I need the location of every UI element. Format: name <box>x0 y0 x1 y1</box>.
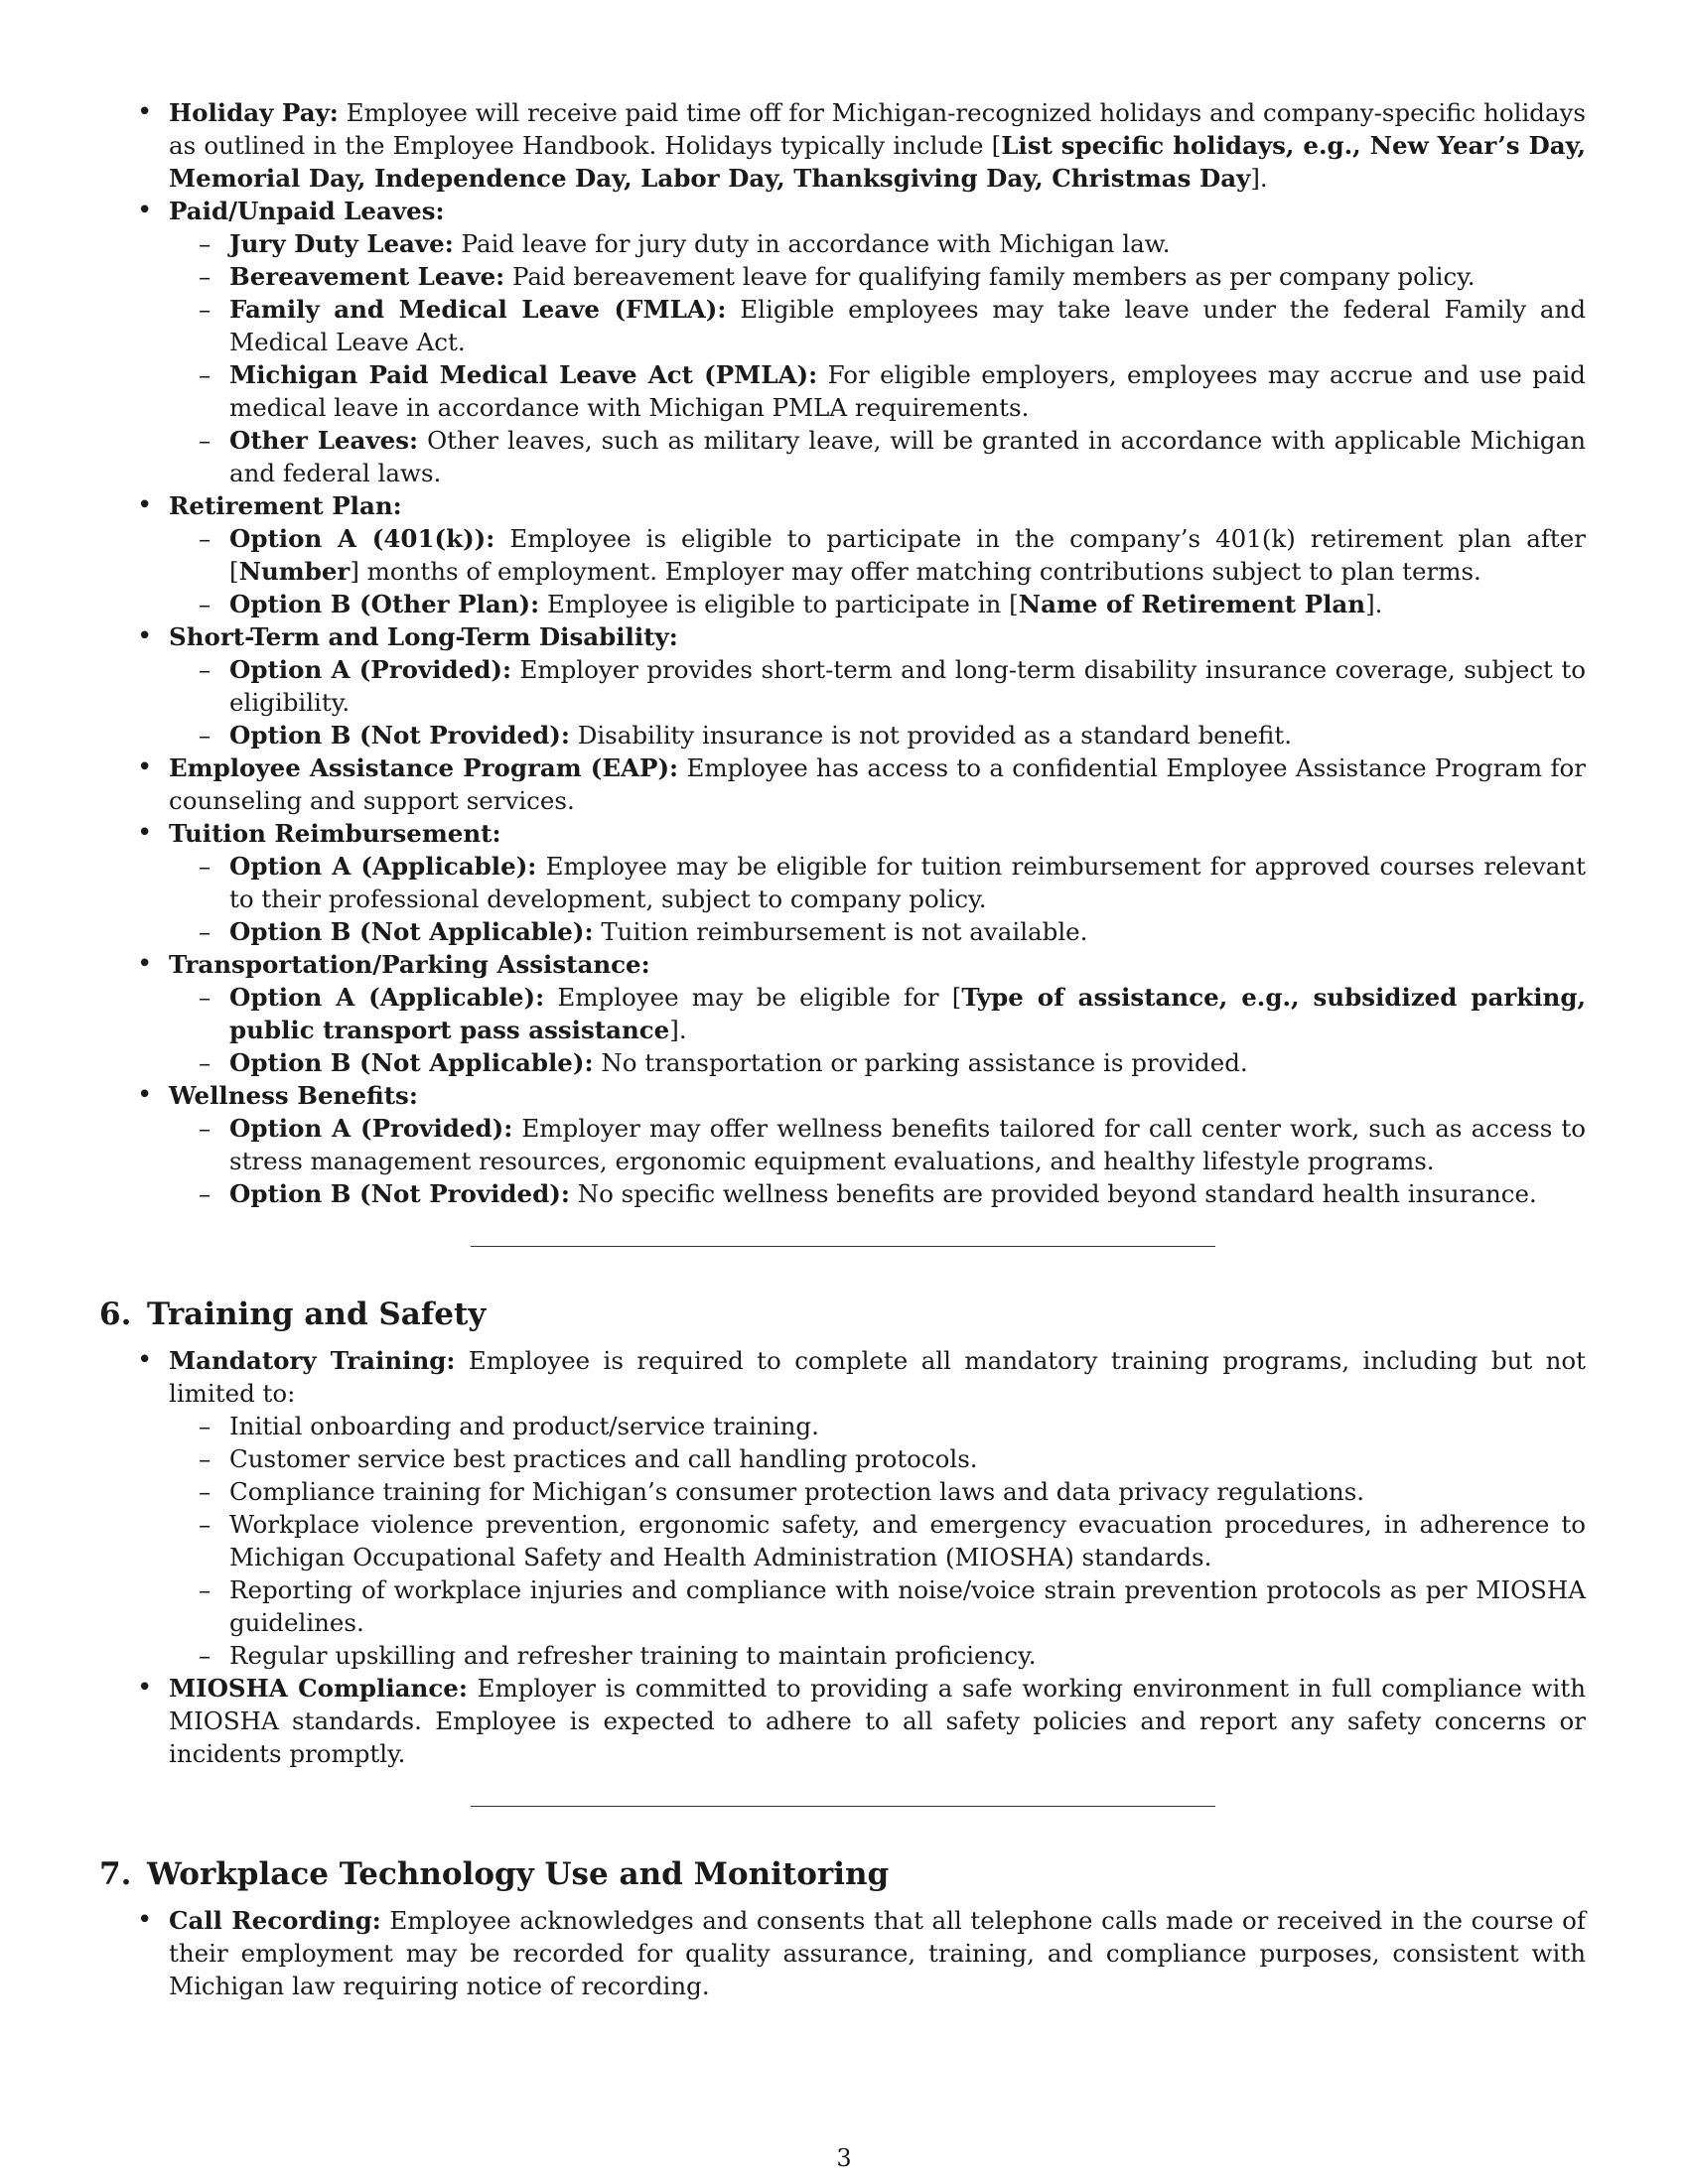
item-text: Employer is committed to providing a safe working environment in full compliance with MIOSHA standards. Employee is expected to adhere to all safety policies and report any safety concerns or incidents promptly. <box>169 1674 1586 1768</box>
page-number: 3 <box>836 2144 852 2172</box>
list-item <box>99 1904 1586 2002</box>
sub-list <box>169 1112 1586 1210</box>
item-label: Option A (Applicable): <box>229 852 537 881</box>
section-title: Workplace Technology Use and Monitoring <box>147 1856 890 1892</box>
item-label: Wellness Benefits: <box>169 1081 418 1110</box>
item-text: Employee has access to a confidential Employee Assistance Program for counseling and support services. <box>169 753 1586 815</box>
item-label: Tuition Reimbursement: <box>169 819 501 848</box>
section-number: 6. <box>99 1297 132 1332</box>
item-label: Retirement Plan: <box>169 491 402 520</box>
item-label: Employee Assistance Program (EAP): <box>169 753 679 782</box>
sub-list-item <box>169 1442 1586 1475</box>
item-label: Transportation/Parking Assistance: <box>169 950 650 979</box>
item-text: Employee is eligible to participate in the company’s 401(k) retirement plan after [ <box>229 524 1586 586</box>
item-label: Option A (Provided): <box>229 1114 513 1143</box>
list-item <box>99 1672 1586 1770</box>
list-item <box>99 948 1586 1079</box>
item-label: Mandatory Training: <box>169 1346 456 1375</box>
list-item <box>99 96 1586 195</box>
item-text: No specific wellness benefits are provided beyond standard health insurance. <box>577 1179 1537 1208</box>
placeholder-text: Type of assistance, e.g., subsidized parking, public transport pass assistance <box>229 983 1587 1044</box>
sub-list-item <box>169 981 1586 1046</box>
item-text: Eligible employees may take leave under the federal Family and Medical Leave Act. <box>229 295 1587 356</box>
item-text: Employee is eligible to participate in [ <box>546 590 1019 618</box>
item-label: Option B (Not Applicable): <box>229 1048 594 1077</box>
sub-list <box>169 522 1586 620</box>
page-content <box>99 96 1586 2002</box>
item-text: Employer may offer wellness benefits tailored for call center work, such as access to stress management resources, ergonomic equipment evaluations, and healthy lifestyle programs. <box>229 1114 1586 1175</box>
sub-list-item <box>169 260 1586 293</box>
section-divider <box>471 1246 1215 1247</box>
item-label: Option B (Not Provided): <box>229 721 570 750</box>
sub-list-item <box>169 1177 1586 1210</box>
item-label: Option A (401(k)): <box>229 524 495 553</box>
placeholder-text: Name of Retirement Plan <box>1018 590 1366 618</box>
item-text: Employee may be eligible for tuition reimbursement for approved courses relevant to their professional development, subject to company policy. <box>229 852 1586 913</box>
item-text: ] months of employment. Employer may offer matching contributions subject to plan terms. <box>350 557 1481 586</box>
sub-list <box>169 653 1586 751</box>
placeholder-text: List specific holidays, e.g., New Year’s Day, Memorial Day, Independence Day, Labor Day, Thanksgiving Day, Christmas Day <box>169 131 1586 193</box>
section-heading-technology-monitoring <box>99 1854 1586 1894</box>
item-text: Employee will receive paid time off for Michigan-recognized holidays and company-specific holidays as outlined in the Employee Handbook. Holidays typically include [ <box>169 98 1586 160</box>
item-text: ]. <box>669 1016 687 1044</box>
technology-monitoring-list <box>99 1904 1586 2002</box>
sub-list <box>169 227 1586 489</box>
item-text: Compliance training for Michigan’s consumer protection laws and data privacy regulations. <box>229 1477 1365 1506</box>
list-item <box>99 817 1586 948</box>
item-label: Option A (Provided): <box>229 655 511 684</box>
sub-list-item <box>169 522 1586 588</box>
item-text: Paid leave for jury duty in accordance with Michigan law. <box>461 229 1171 258</box>
sub-list-item <box>169 1112 1586 1177</box>
item-text: Workplace violence prevention, ergonomic safety, and emergency evacuation procedures, in adherence to Michigan Occupational Safety and Health Administration (MIOSHA) standards. <box>229 1510 1586 1571</box>
item-label: MIOSHA Compliance: <box>169 1674 468 1703</box>
item-label: Other Leaves: <box>229 426 419 455</box>
item-label: Option A (Applicable): <box>229 983 545 1012</box>
item-text: ]. <box>1365 590 1383 618</box>
item-label: Bereavement Leave: <box>229 262 505 291</box>
sub-list-item <box>169 424 1586 489</box>
sub-list <box>169 981 1586 1079</box>
sub-list-item <box>169 358 1586 424</box>
sub-list-item <box>169 850 1586 915</box>
item-label: Jury Duty Leave: <box>229 229 454 258</box>
item-text: Other leaves, such as military leave, will be granted in accordance with applicable Michigan and federal laws. <box>229 426 1586 487</box>
sub-list <box>169 850 1586 948</box>
item-label: Family and Medical Leave (FMLA): <box>229 295 727 324</box>
sub-list <box>169 1410 1586 1672</box>
item-label: Short-Term and Long-Term Disability: <box>169 622 678 651</box>
sub-list-item <box>169 1573 1586 1639</box>
benefits-list <box>99 96 1586 1210</box>
list-item <box>99 1344 1586 1672</box>
section-heading-training-safety <box>99 1295 1586 1334</box>
item-label: Call Recording: <box>169 1906 381 1935</box>
item-label: Option B (Not Provided): <box>229 1179 570 1208</box>
training-safety-list <box>99 1344 1586 1770</box>
item-text: Disability insurance is not provided as a standard benefit. <box>577 721 1293 750</box>
sub-list-item <box>169 588 1586 620</box>
item-text: Regular upskilling and refresher training to maintain proficiency. <box>229 1641 1037 1670</box>
list-item <box>99 1079 1586 1210</box>
sub-list-item <box>169 719 1586 751</box>
list-item <box>99 751 1586 817</box>
item-label: Option B (Not Applicable): <box>229 917 594 946</box>
item-text: Initial onboarding and product/service training. <box>229 1412 819 1440</box>
sub-list-item <box>169 1508 1586 1573</box>
item-text: Paid bereavement leave for qualifying family members as per company policy. <box>512 262 1476 291</box>
section-number: 7. <box>99 1856 132 1892</box>
item-label: Michigan Paid Medical Leave Act (PMLA): <box>229 360 818 389</box>
item-text: Reporting of workplace injuries and compliance with noise/voice strain prevention protocols as per MIOSHA guidelines. <box>229 1575 1586 1637</box>
item-text: Employee acknowledges and consents that all telephone calls made or received in the course of their employment may be recorded for quality assurance, training, and compliance purposes, consistent with Michigan law requiring notice of recording. <box>169 1906 1586 2000</box>
item-text: Tuition reimbursement is not available. <box>601 917 1088 946</box>
sub-list-item <box>169 915 1586 948</box>
sub-list-item <box>169 1410 1586 1442</box>
item-text: Customer service best practices and call handling protocols. <box>229 1444 978 1473</box>
item-text: No transportation or parking assistance is provided. <box>601 1048 1248 1077</box>
list-item <box>99 195 1586 489</box>
sub-list-item <box>169 653 1586 719</box>
item-text: Employer provides short-term and long-term disability insurance coverage, subject to eligibility. <box>229 655 1586 717</box>
item-text: For eligible employers, employees may accrue and use paid medical leave in accordance with Michigan PMLA requirements. <box>229 360 1586 422</box>
list-item <box>99 489 1586 620</box>
item-label: Option B (Other Plan): <box>229 590 540 618</box>
item-text: Employee is required to complete all mandatory training programs, including but not limited to: <box>169 1346 1586 1408</box>
section-title: Training and Safety <box>147 1297 487 1332</box>
sub-list-item <box>169 1639 1586 1672</box>
item-text: Employee may be eligible for [ <box>557 983 962 1012</box>
sub-list-item <box>169 227 1586 260</box>
item-label: Holiday Pay: <box>169 98 339 127</box>
list-item <box>99 620 1586 751</box>
item-text: ]. <box>1250 164 1268 193</box>
sub-list-item <box>169 1046 1586 1079</box>
section-divider <box>471 1806 1215 1807</box>
sub-list-item <box>169 1475 1586 1508</box>
sub-list-item <box>169 293 1586 358</box>
item-label: Paid/Unpaid Leaves: <box>169 197 445 225</box>
placeholder-text: Number <box>238 557 351 586</box>
